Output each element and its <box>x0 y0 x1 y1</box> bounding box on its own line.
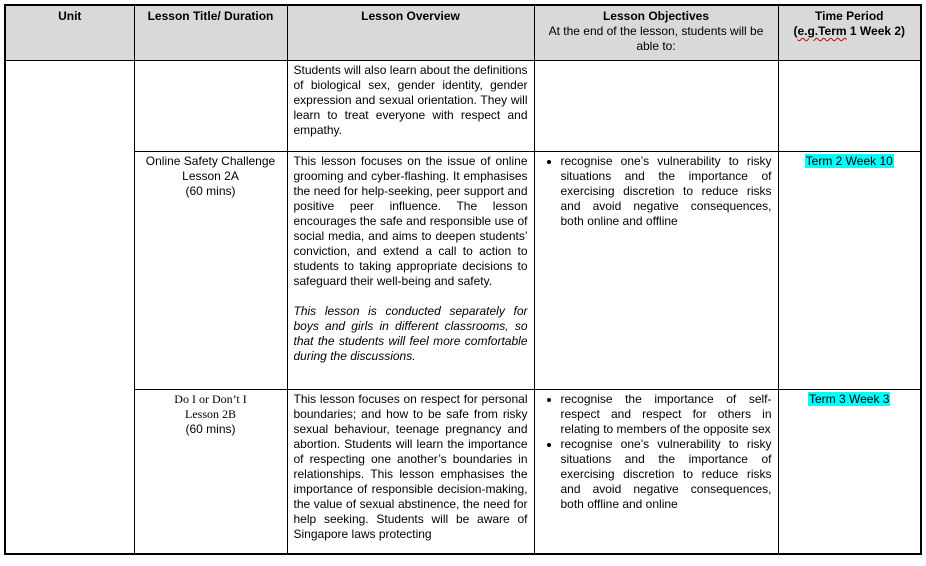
column-header-overview-label: Lesson Overview <box>361 9 460 23</box>
lesson-duration: (60 mins) <box>185 421 236 436</box>
lesson-title-cell <box>134 389 287 554</box>
table-header-row <box>5 5 921 60</box>
time-period-highlighted: Term 3 Week 3 <box>809 391 890 406</box>
overview-paragraph: Students will also learn about the definitions of biological sex, gender identity, gender expression and sexual orientation. They will learn to treat everyone with respect and empathy. <box>293 62 528 137</box>
objective-item: • recognise the importance of self-respect and respect for others in relating to members of the opposite sex <box>561 392 772 437</box>
table-row <box>5 389 921 554</box>
objectives-list <box>537 392 772 512</box>
lesson-objectives-cell-empty <box>534 60 778 151</box>
column-header-objectives <box>534 5 778 60</box>
lesson-title-cell <box>134 151 287 389</box>
clipped-content <box>537 392 772 550</box>
lesson-duration: (60 mins) <box>185 183 236 198</box>
time-period-cell <box>778 151 921 389</box>
lesson-overview-cell <box>287 151 534 389</box>
overview-paragraph: This lesson focuses on respect for personal boundaries; and how to be safe from risky sexual behaviour, teenage pregnancy and abortion. Students will learn the importance of respecting one another’s boundaries in relationships. This lesson emphasises the importance of responsible decision-making, the value of sexual abstinence, the need for help seeking. Students will be aware of Singapore laws protecting <box>293 391 528 541</box>
lesson-title: Do I or Don’t I <box>174 391 247 406</box>
lesson-title: Online Safety Challenge <box>145 153 276 168</box>
time-period-cell <box>778 389 921 554</box>
table-row <box>5 151 921 389</box>
lesson-overview-cell <box>287 60 534 151</box>
lesson-title-cell-empty <box>134 60 287 151</box>
lesson-objectives-cell <box>534 389 778 554</box>
lesson-number: Lesson 2B <box>185 406 236 421</box>
paragraph-gap <box>294 289 528 304</box>
column-header-objectives-label: Lesson Objectives <box>602 9 710 23</box>
column-header-unit <box>5 5 134 60</box>
objectives-list <box>537 154 772 229</box>
clipped-content <box>294 392 528 550</box>
lesson-plan-table <box>4 4 922 555</box>
unit-cell-empty <box>5 60 134 554</box>
table-row <box>5 60 921 151</box>
column-header-overview <box>287 5 534 60</box>
objective-item: • recognise one’s vulnerability to risky situations and the importance of exercising discretion to reduce risks and avoid negative consequences, both offline and online <box>561 437 772 512</box>
time-sub-prefix: ( <box>793 24 798 38</box>
objective-item: • recognise one’s vulnerability to risky situations and the importance of exercising discretion to reduce risks and avoid negative consequences, both online and offline <box>561 154 772 229</box>
time-sub-suffix: 1 Week 2) <box>846 24 906 38</box>
lesson-objectives-cell <box>534 151 778 389</box>
column-header-time-period <box>778 5 921 60</box>
lesson-overview-cell <box>287 389 534 554</box>
column-header-unit-label: Unit <box>58 9 82 23</box>
overview-paragraph: This lesson focuses on the issue of online grooming and cyber-flashing. It emphasises the need for help-seeking, peer support and positive peer influence. The lesson encourages the safe and responsible use of social media, and aims to deepen students’ conviction, and extend a call to action to students to taking appropriate decisions to safeguard their well-being and safety. <box>293 153 528 288</box>
lesson-number: Lesson 2A <box>182 168 239 183</box>
column-header-objectives-subtitle: At the end of the lesson, students will be able to: <box>548 24 764 53</box>
spellcheck-flagged-text: e.g.Term <box>797 24 847 38</box>
column-header-time-period-subtitle <box>781 24 919 39</box>
time-period-highlighted: Term 2 Week 10 <box>805 153 893 168</box>
column-header-title-duration-label: Lesson Title/ Duration <box>147 9 274 23</box>
time-period-cell-empty <box>778 60 921 151</box>
column-header-title-duration <box>134 5 287 60</box>
overview-paragraph-italic: This lesson is conducted separately for boys and girls in different classrooms, so that the students will feel more comfortable during the discussions. <box>293 303 528 363</box>
column-header-time-period-label: Time Period <box>815 9 884 23</box>
